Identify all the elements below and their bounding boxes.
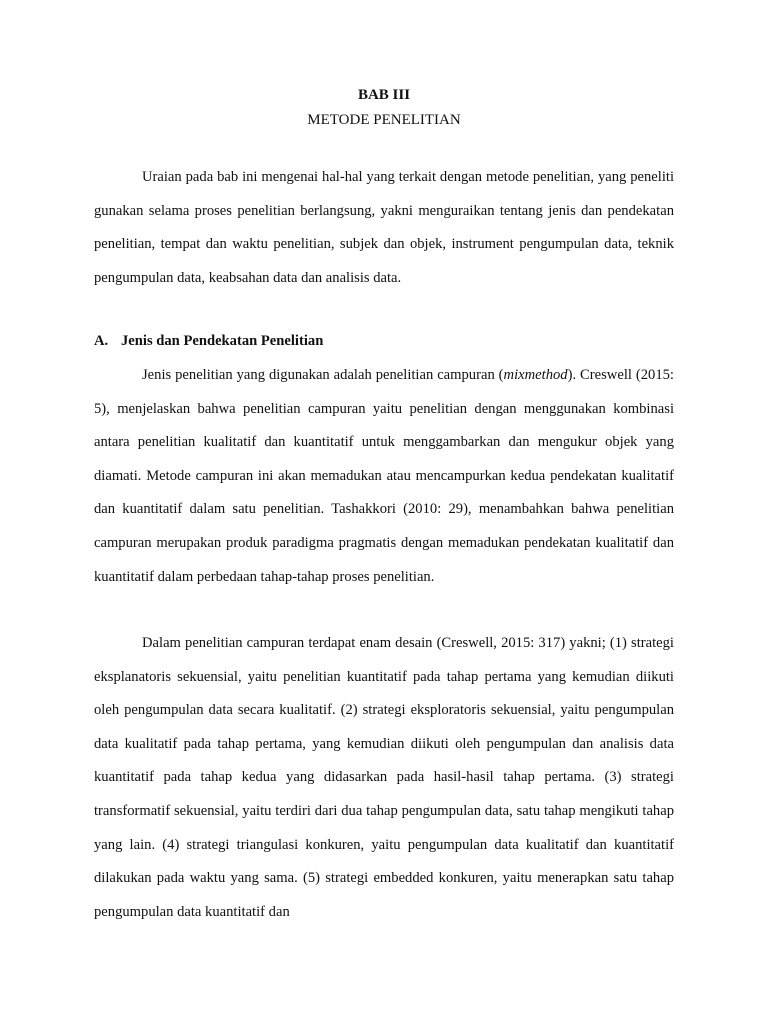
section-a-title: Jenis dan Pendekatan Penelitian: [121, 333, 324, 349]
section-a-letter: A.: [94, 333, 109, 349]
chapter-number: BAB III: [357, 87, 411, 103]
section-a-paragraph-2: Dalam penelitian campuran terdapat enam desain (Creswell, 2015: 317) yakni; (1) strategi eksplanatoris sekuensial, yaitu penelitian kuantitatif pada tahap pertama yang kemudian diikuti oleh pengumpulan data secara kualitatif. (2) strategi eksploratoris sekuensial, yaitu pengumpulan data kualitatif pada tahap pertama, yang kemudian diikuti oleh pengumpulan dan analisis data kuantitatif pada tahap kedua yang didasarkan pada hasil-hasil tahap pertama. (3) strategi transformatif sekuensial, yaitu terdiri dari dua tahap pengumpulan data, satu tahap mengikuti tahap yang lain. (4) strategi triangulasi konkuren, yaitu pengumpulan data kualitatif dan kuantitatif dilakukan pada waktu yang sama. (5) strategi embedded konkuren, yaitu menerapkan satu tahap pengumpulan data kuantitatif dan: [94, 635, 674, 920]
chapter-title: METODE PENELITIAN: [307, 112, 461, 128]
paragraph-1-text-end: ). Creswell (2015: 5), menjelaskan bahwa penelitian campuran yaitu penelitian dengan menggunakan kombinasi antara penelitian kualitatif dan kuantitatif untuk menggambarkan dan mengukur objek yang diamati. Metode campuran ini akan memadukan atau mencampurkan kedua pendekatan kualitatif dan kuantitatif dalam satu penelitian. Tashakkori (2010: 29), menambahkan bahwa penelitian campuran merupakan produk paradigma pragmatis dengan memadukan pendekatan kualitatif dan kuantitatif dalam perbedaan tahap-tahap proses penelitian.: [94, 367, 674, 585]
paragraph-1-italic-term: mixmethod: [503, 367, 568, 383]
intro-paragraph: Uraian pada bab ini mengenai hal-hal yang terkait dengan metode penelitian, yang peneliti gunakan selama proses penelitian berlangsung, yakni menguraikan tentang jenis dan pendekatan penelitian, tempat dan waktu penelitian, subjek dan objek, instrument pengumpulan data, teknik pengumpulan data, keabsahan data dan analisis data.: [94, 169, 674, 286]
section-a-heading: [94, 328, 674, 354]
section-a-paragraph-1: [94, 359, 674, 594]
paragraph-1-text-start: Jenis penelitian yang digunakan adalah penelitian campuran (: [142, 367, 504, 383]
